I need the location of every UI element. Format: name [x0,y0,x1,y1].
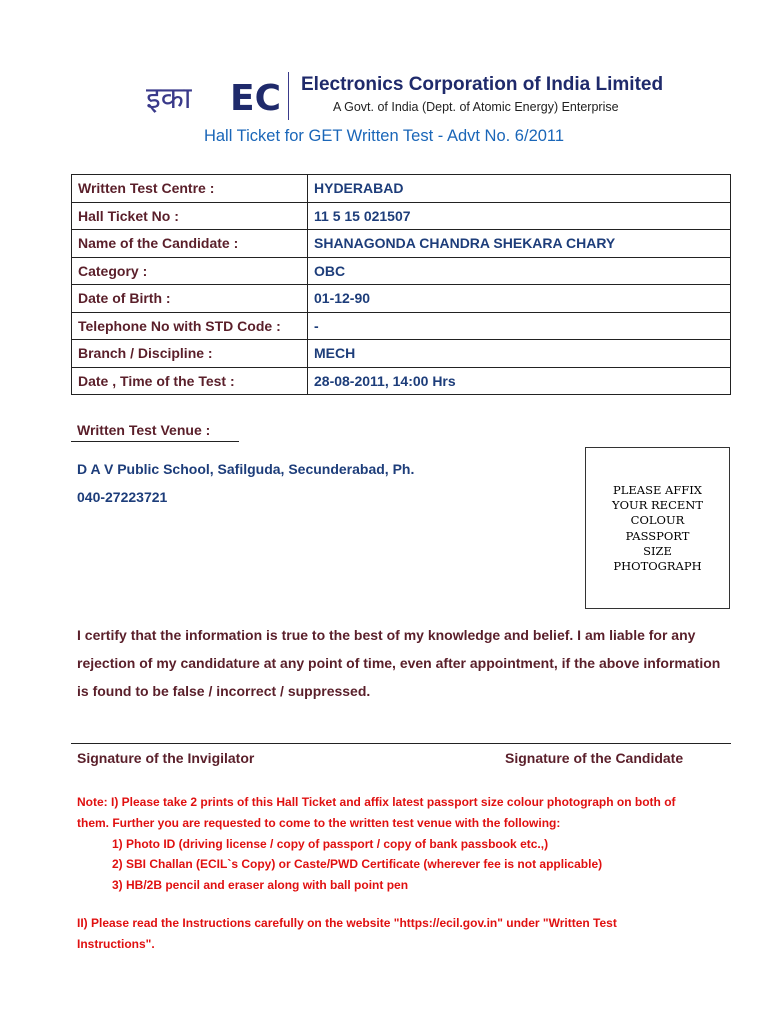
detail-value: 28-08-2011, 14:00 Hrs [308,367,731,395]
table-row [72,175,731,203]
detail-value: 11 5 15 021507 [308,202,731,230]
signature-divider [71,743,731,744]
note-item: 3) HB/2B pencil and eraser along with ball point pen [112,878,409,892]
photo-placeholder-text [600,483,715,574]
ecil-logo [144,74,284,118]
note-item: 2) SBI Challan (ECIL`s Copy) or Caste/PWD Certificate (wherever fee is not applicable) [112,857,603,871]
detail-label: Telephone No with STD Code : [72,312,308,340]
note-line: them. Further you are requested to come to the written test venue with the following: [77,816,561,830]
detail-value: OBC [308,257,731,285]
table-row [72,285,731,313]
photo-text-line: PHOTOGRAPH [613,559,702,574]
venue-address [77,455,497,511]
candidate-details-table [71,174,731,395]
note-line: II) Please read the Instructions carefully on the website "https://ecil.gov.in" under "Written Test [77,916,617,930]
detail-value: HYDERABAD [308,175,731,203]
detail-value: MECH [308,340,731,368]
photo-text-line: SIZE [643,543,672,558]
venue-heading: Written Test Venue : [77,422,211,438]
photo-text-line: YOUR RECENT [611,498,703,513]
photo-text-line: PASSPORT [625,528,690,543]
detail-label: Written Test Centre : [72,175,308,203]
candidate-signature-label: Signature of the Candidate [505,750,684,766]
logo-divider [288,72,289,120]
photo-text-line: COLOUR [630,513,685,528]
venue-phone: 040-27223721 [77,489,168,505]
declaration-text: I certify that the information is true to the best of my knowledge and belief. I am liable for any rejection of my candidature at any point of time, even after appointment, if the above information is found to be false / incorrect / suppressed. [77,627,721,699]
company-tagline: A Govt. of India (Dept. of Atomic Energy) Enterprise [333,100,619,114]
detail-value: SHANAGONDA CHANDRA SHEKARA CHARY [308,230,731,258]
detail-label: Date of Birth : [72,285,308,313]
table-row [72,230,731,258]
company-name: Electronics Corporation of India Limited [301,74,664,95]
ecil-logo-mark [144,74,284,118]
page-title: Hall Ticket for GET Written Test - Advt No. 6/2011 [203,127,565,145]
detail-label: Hall Ticket No : [72,202,308,230]
note-line: Note: I) Please take 2 prints of this Hall Ticket and affix latest passport size colour photograph on both of [77,795,676,809]
table-row [72,367,731,395]
note-item: 1) Photo ID (driving license / copy of passport / copy of bank passbook etc.,) [112,837,549,851]
table-row [72,312,731,340]
invigilator-signature-label: Signature of the Invigilator [77,750,255,766]
detail-label: Name of the Candidate : [72,230,308,258]
detail-label: Date , Time of the Test : [72,367,308,395]
table-row [72,202,731,230]
venue-address-line: D A V Public School, Safilguda, Secunderabad, Ph. [77,461,415,477]
logo-hindi-text: इका [146,81,192,116]
logo-ec-text: EC [230,78,282,118]
photo-text-line: PLEASE AFFIX [613,483,702,497]
detail-label: Category : [72,257,308,285]
detail-label: Branch / Discipline : [72,340,308,368]
detail-value: - [308,312,731,340]
note-line: Instructions". [77,937,155,951]
detail-value: 01-12-90 [308,285,731,313]
table-row [72,257,731,285]
venue-underline [71,441,239,442]
table-row [72,340,731,368]
